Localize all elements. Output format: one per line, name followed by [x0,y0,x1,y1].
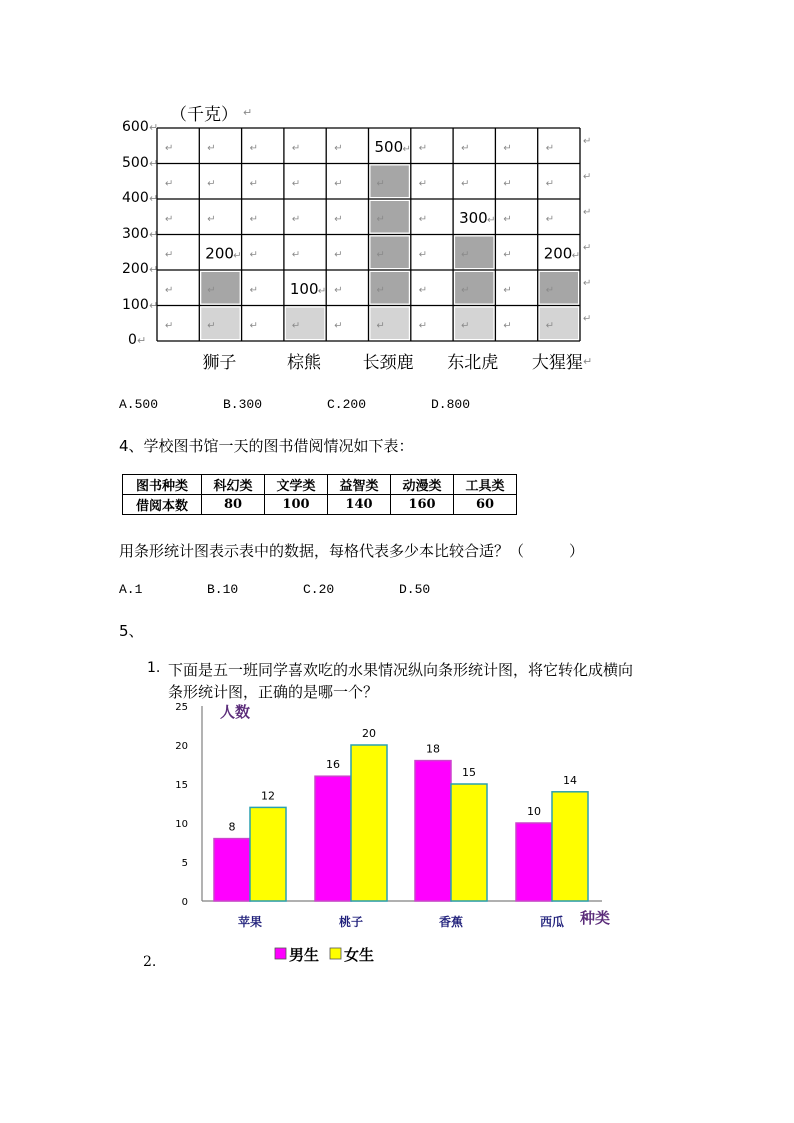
q3-option-b[interactable]: B.300 [223,397,263,412]
return-mark: ↵ [243,106,253,119]
return-mark: ↵ [165,213,174,225]
chart2-legend-swatch [275,948,286,959]
return-mark: ↵ [149,156,159,170]
chart2-svg [0,695,794,975]
chart2-data-label: 16 [326,758,340,772]
return-mark: ↵ [317,285,327,297]
return-mark: ↵ [545,320,555,332]
table-cell: 文学类 [265,475,328,495]
chart1-category-label: 棕熊 [287,353,322,373]
return-mark: ↵ [545,142,555,154]
chart1-y-tick: 400 [122,190,149,206]
chart1-data-label: 200 [543,244,573,263]
return-mark: ↵ [334,320,343,332]
chart2-bar [250,807,286,901]
chart2-data-label: 8 [228,820,236,834]
q4-option-d[interactable]: D.50 [399,582,431,597]
chart1-data-label: 200 [205,244,234,263]
table-header-label: 图书种类 [123,475,202,495]
return-mark: ↵ [503,213,512,225]
return-mark: ↵ [376,284,385,296]
chart2-bar [415,761,451,901]
chart2-data-label: 18 [426,742,440,756]
return-mark: ↵ [418,142,428,154]
chart2-y-tick: 0 [181,897,188,908]
return-mark: ↵ [334,284,343,296]
chart1-y-tick: 300 [122,225,149,242]
return-mark: ↵ [149,227,159,241]
chart1-y-tick: 0 [128,332,137,348]
return-mark: ↵ [376,213,385,225]
q4-option-a[interactable]: A.1 [119,582,143,597]
table-cell: 益智类 [328,475,391,495]
return-mark: ↵ [165,284,174,296]
chart1-y-tick: 500 [122,154,149,171]
return-mark: ↵ [583,278,592,289]
chart2-legend-label: 男生 [289,946,320,964]
q5-item1-line2: 条形统计图，正确的是哪一个？ [168,683,379,701]
return-mark: ↵ [461,320,470,332]
return-mark: ↵ [545,213,555,225]
chart1-svg [0,0,794,380]
table-cell: 100 [265,495,328,515]
return-mark: ↵ [207,142,216,154]
return-mark: ↵ [207,284,216,296]
return-mark: ↵ [334,142,343,154]
table-cell: 140 [328,495,391,515]
return-mark: ↵ [583,355,593,368]
chart2-bar [451,784,487,901]
q3-option-c[interactable]: C.200 [327,397,367,412]
return-mark: ↵ [233,250,242,262]
return-mark: ↵ [249,320,258,332]
table-cell: 工具类 [454,475,517,495]
return-mark: ↵ [291,142,301,154]
return-mark: ↵ [291,213,301,225]
return-mark: ↵ [583,171,592,183]
chart1-category-label: 狮子 [202,353,237,373]
return-mark: ↵ [334,213,343,225]
q4-option-c[interactable]: C.20 [303,582,335,597]
return-mark: ↵ [291,249,301,261]
return-mark: ↵ [249,284,258,296]
chart1-y-tick: 600 [122,119,149,135]
return-mark: ↵ [487,214,496,226]
chart2-legend-label: 女生 [344,946,375,964]
chart2-data-label: 15 [462,766,476,779]
return-mark: ↵ [249,142,258,154]
return-mark: ↵ [149,263,159,276]
return-mark: ↵ [503,249,512,261]
return-mark: ↵ [571,250,581,262]
return-mark: ↵ [249,178,258,190]
return-mark: ↵ [583,313,592,325]
return-mark: ↵ [207,213,216,225]
chart1-category-label: 东北虎 [447,353,499,373]
chart2-bar [552,792,588,901]
chart2-ylabel: 人数 [220,703,251,721]
return-mark: ↵ [461,142,470,154]
chart2-data-label: 14 [563,773,577,787]
return-mark: ↵ [165,178,174,190]
chart2-category-label: 桃子 [338,915,364,929]
return-mark: ↵ [376,178,385,190]
return-mark: ↵ [207,178,216,190]
q5-item1-number: 1. [147,660,161,676]
chart1-ylabel: （千克） [170,105,238,125]
chart2-bar [516,823,552,901]
return-mark: ↵ [545,284,555,296]
chart2-category-label: 西瓜 [539,915,565,929]
return-mark: ↵ [149,121,159,134]
return-mark: ↵ [503,142,512,154]
chart1-y-tick: 200 [122,261,149,277]
borrow-table [122,474,517,515]
return-mark: ↵ [503,178,512,190]
chart2-category-label: 香蕉 [438,915,464,929]
return-mark: ↵ [545,178,555,190]
chart2-bar [214,839,250,901]
return-mark: ↵ [291,320,301,332]
chart2-legend-swatch [330,948,341,959]
return-mark: ↵ [137,334,147,347]
chart1-data-label: 300 [459,208,488,227]
q4-prompt: 用条形统计图表示表中的数据，每格代表多少本比较合适？（ ） [119,542,585,560]
return-mark: ↵ [249,249,258,261]
chart2-xlabel: 种类 [580,909,611,927]
return-mark: ↵ [402,143,411,155]
return-mark: ↵ [461,249,470,261]
return-mark: ↵ [418,320,428,332]
return-mark: ↵ [249,213,258,225]
return-mark: ↵ [418,178,428,190]
return-mark: ↵ [583,242,592,254]
table-row-label: 借阅本数 [123,495,202,515]
return-mark: ↵ [149,192,159,205]
return-mark: ↵ [583,136,592,147]
return-mark: ↵ [503,284,512,296]
return-mark: ↵ [207,320,216,332]
return-mark: ↵ [376,320,385,332]
table-row [123,495,517,515]
chart1-category-label: 长颈鹿 [362,353,414,373]
return-mark: ↵ [418,249,428,261]
return-mark: ↵ [376,249,385,261]
chart1-data-label: 100 [289,279,319,298]
q4-question: 4、学校图书馆一天的图书借阅情况如下表： [119,437,414,455]
return-mark: ↵ [165,142,174,154]
q5-item2-number: 2. [143,954,157,970]
q3-option-a[interactable]: A.500 [119,397,159,412]
chart2-y-tick: 10 [175,819,188,830]
return-mark: ↵ [291,178,301,190]
q5-item1-line1: 下面是五一班同学喜欢吃的水果情况纵向条形统计图，将它转化成横向 [168,661,634,679]
table-cell: 80 [202,495,265,515]
table-cell: 160 [391,495,454,515]
return-mark: ↵ [418,213,428,225]
return-mark: ↵ [461,178,470,190]
return-mark: ↵ [149,298,159,312]
return-mark: ↵ [461,284,470,296]
chart2-data-label: 12 [261,789,275,803]
table-cell: 动漫类 [391,475,454,495]
chart2-y-tick: 20 [175,741,188,752]
return-mark: ↵ [503,320,512,332]
chart2-data-label: 20 [362,727,376,740]
return-mark: ↵ [334,249,343,261]
return-mark: ↵ [583,207,592,218]
chart2-data-label: 10 [527,805,541,818]
chart2-y-tick: 25 [175,702,188,713]
return-mark: ↵ [165,320,174,332]
table-cell: 科幻类 [202,475,265,495]
q4-option-b[interactable]: B.10 [207,582,239,597]
chart1-category-label: 大猩猩 [531,353,583,373]
chart1-y-tick: 100 [122,296,149,313]
table-cell: 60 [454,495,517,515]
chart2-bar [315,776,351,901]
return-mark: ↵ [418,284,428,296]
chart2-y-tick: 5 [181,858,188,869]
chart2-y-tick: 15 [175,780,188,791]
table-header-row [123,475,517,495]
return-mark: ↵ [334,178,343,190]
chart2-bar [351,745,387,901]
return-mark: ↵ [165,249,174,261]
q3-option-d[interactable]: D.800 [431,397,471,412]
chart1-data-label: 500 [374,137,404,156]
q5-number: 5、 [119,622,144,640]
chart2-category-label: 苹果 [237,915,263,929]
